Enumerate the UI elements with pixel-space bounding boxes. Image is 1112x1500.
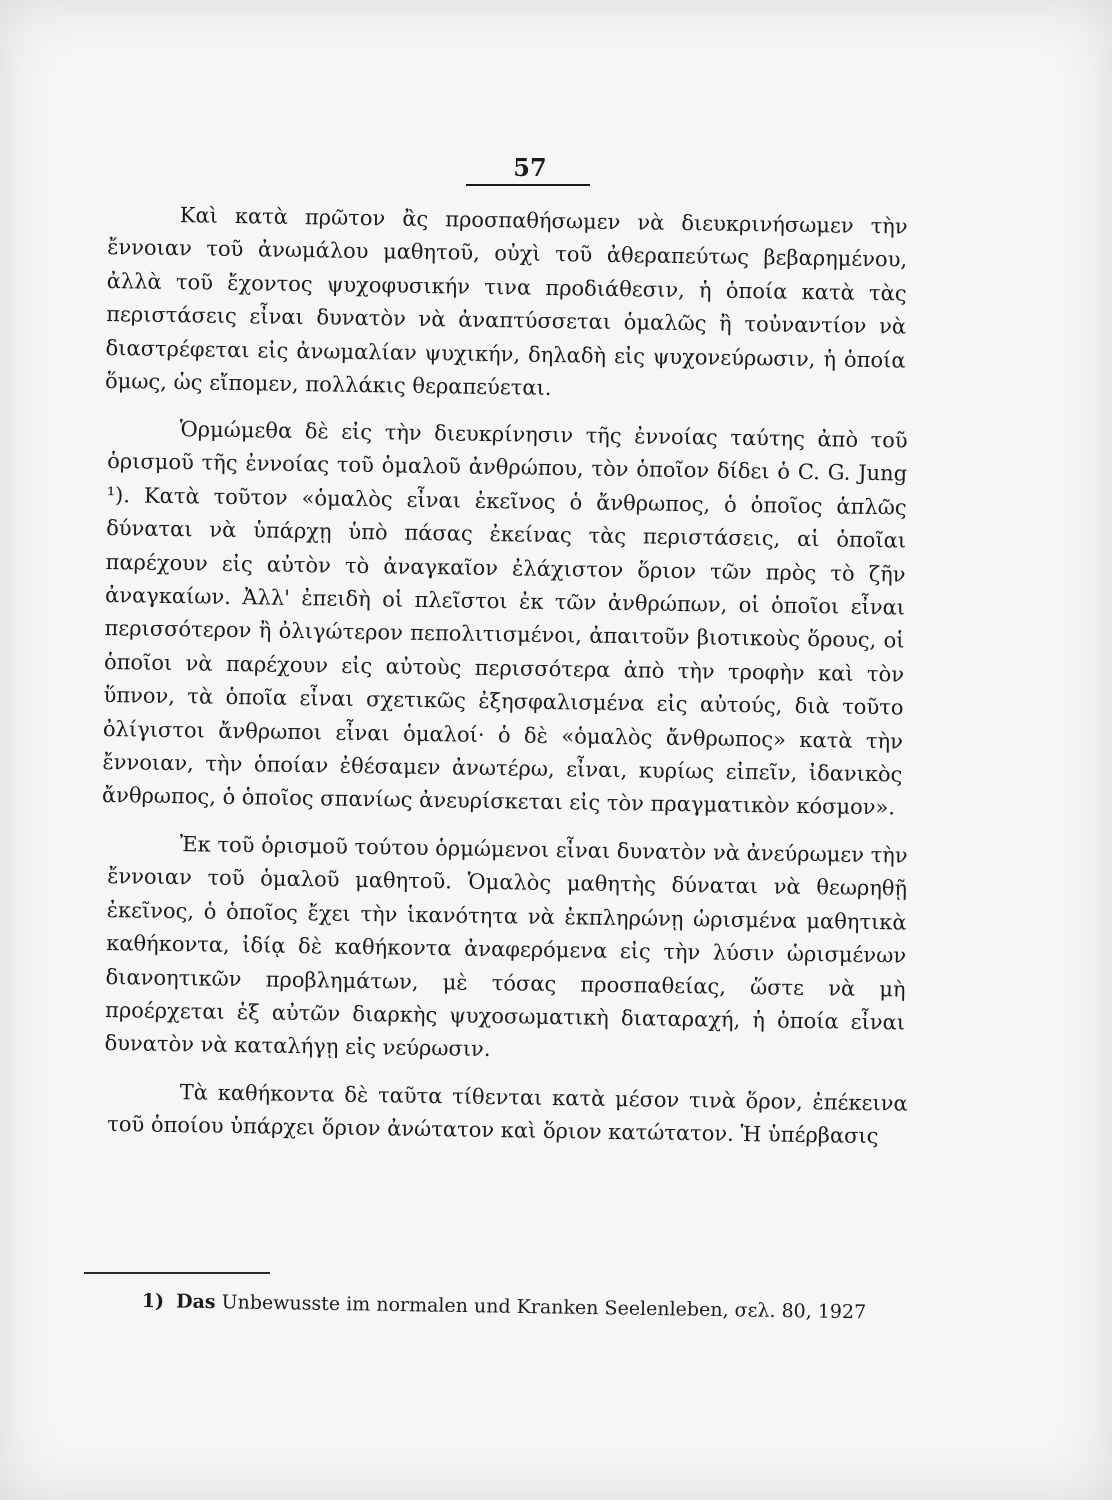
body-text — [101, 198, 908, 1156]
footnote — [142, 1290, 902, 1324]
paragraph-3: Ἐκ τοῦ ὁρισμοῦ τούτου ὁρμώμενοι εἶναι δυνατὸν νὰ ἀνεύρωμεν τὴν ἔννοιαν τοῦ ὁμαλοῦ μαθητοῦ. Ὁμαλὸς μαθητὴς δύναται νὰ θεωρηθῇ ἐκεῖνος, ὁ ὁποῖος ἔχει τὴν ἱκανότητα νὰ ἐκπληρώνῃ ὡρισμένα μαθητικὰ καθήκοντα, ἰδίᾳ δὲ καθήκοντα ἀναφερόμενα εἰς τὴν λύσιν ὡρισμένων διανοητικῶν προβλημάτων, μὲ τόσας προσπαθείας, ὥστε νὰ μὴ προέρχεται ἐξ αὐτῶν διαρκὴς ψυχοσωματικὴ διαταραχή, ἡ ὁποία εἶναι δυνατὸν νὰ καταλήγῃ εἰς νεύρωσιν. — [104, 832, 908, 1062]
page-number: 57 — [513, 153, 547, 182]
paragraph-1: Καὶ κατὰ πρῶτον ἂς προσπαθήσωμεν νὰ διευκρινήσωμεν τὴν ἔννοιαν τοῦ ἀνωμάλου μαθητοῦ, οὐχὶ τοῦ ἀθεραπεύτως βεβαρημένου, ἀλλὰ τοῦ ἔχοντος ψυχοφυσικήν τινα προδιάθεσιν, ἡ ὁποία κατὰ τὰς περιστάσεις εἶναι δυνατὸν νὰ ἀναπτύσσεται ὁμαλῶς ἢ τοὐναντίον νὰ διαστρέφεται εἰς ἀνωμαλίαν ψυχικήν, δηλαδὴ εἰς ψυχονεύρωσιν, ἡ ὁποία ὅμως, ὡς εἴπομεν, πολλάκις θεραπεύεται. — [104, 203, 908, 401]
footnote-author: Das — [175, 1290, 216, 1314]
paragraph-2: Ὁρμώμεθα δὲ εἰς τὴν διευκρίνησιν τῆς ἐννοίας ταύτης ἀπὸ τοῦ ὁρισμοῦ τῆς ἐννοίας τοῦ ὁμαλοῦ ἀνθρώπου, τὸν ὁποῖον δίδει ὁ C. G. Jung ¹). Κατὰ τοῦτον «ὁμαλὸς εἶναι ἐκεῖνος ὁ ἄνθρωπος, ὁ ὁποῖος ἁπλῶς δύναται νὰ ὑπάρχῃ ὑπὸ πάσας ἐκείνας τὰς περιστάσεις, αἱ ὁποῖαι παρέχουν εἰς αὐτὸν τὸ ἀναγκαῖον ἐλάχιστον ὅριον τῶν πρὸς τὸ ζῆν ἀναγκαίων. Ἀλλ' ἐπειδὴ οἱ πλεῖστοι ἐκ τῶν ἀνθρώπων, οἱ ὁποῖοι εἶναι περισσότερον ἢ ὀλιγώτερον πεπολιτισμένοι, ἀπαιτοῦν βιοτικοὺς ὅρους, οἱ ὁποῖοι νὰ παρέχουν εἰς αὐτοὺς περισσότερα ἀπὸ τὴν τροφὴν καὶ τὸν ὕπνον, τὰ ὁποῖα εἶναι σχετικῶς ἐξησφαλισμένα εἰς αὐτούς, διὰ τοῦτο ὀλίγιστοι ἄνθρωποι εἶναι ὁμαλοί· ὁ δὲ «ὁμαλὸς ἄνθρωπος» κατὰ τὴν ἔννοιαν, τὴν ὁποίαν ἐθέσαμεν ἀνωτέρω, εἶναι, κυρίως εἰπεῖν, ἰδανικὸς ἄνθρωπος, ὁ ὁποῖος σπανίως ἀνευρίσκεται εἰς τὸν πραγματικὸν κόσμον». — [101, 417, 908, 821]
page-number-underline — [466, 184, 590, 186]
footnote-text: Unbewusste im normalen und Kranken Seelenleben, σελ. 80, 1927 — [221, 1291, 867, 1324]
footnote-marker: 1) — [141, 1290, 165, 1313]
footnote-separator — [84, 1272, 270, 1274]
paragraph-4: Τὰ καθήκοντα δὲ ταῦτα τίθενται κατὰ μέσον τινὰ ὅρον, ἐπέκεινα τοῦ ὁποίου ὑπάρχει ὅριον ἀνώτατον καὶ ὅριον κατώτατον. Ἡ ὑπέρβασις — [107, 1080, 908, 1149]
